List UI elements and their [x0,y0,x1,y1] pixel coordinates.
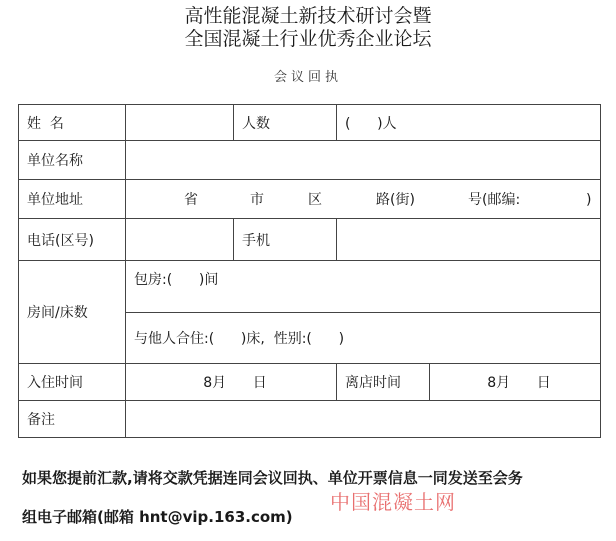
form-subtitle: 会议回执 [273,70,342,85]
checkin-label: 入住时间 [19,364,126,401]
name-input-cell[interactable] [126,105,234,141]
address-number: 号(邮编: [468,192,521,208]
row-address [19,180,601,219]
address-district: 区 [308,192,322,208]
address-province: 省 [184,192,198,208]
mobile-label: 手机 [234,219,337,261]
company-label: 单位名称 [19,141,126,180]
count-value[interactable]: ( )人 [337,105,601,141]
form-title-line1: 高性能混凝土新技术研讨会暨 [184,5,432,27]
phone-label: 电话(区号) [19,219,126,261]
company-input-cell[interactable] [126,141,601,180]
address-input-cell[interactable] [126,180,601,219]
checkout-value[interactable]: 8月 日 [430,364,601,401]
row-company [19,141,601,180]
watermark-logo-text: 中国混凝土网 [330,490,456,514]
count-label: 人数 [234,105,337,141]
checkin-value[interactable]: 8月 日 [126,364,337,401]
address-road: 路(街) [376,192,415,208]
name-label: 姓 名 [19,105,126,141]
address-city: 市 [250,192,264,208]
phone-input-cell[interactable] [126,219,234,261]
shared-room-cell[interactable]: 与他人合住:( )床, 性别:( ) [126,313,601,364]
mobile-input-cell[interactable] [337,219,601,261]
row-dates [19,364,601,401]
private-room-cell[interactable]: 包房:( )间 [126,261,601,313]
notes-label: 备注 [19,401,126,438]
address-close: ) [586,192,592,208]
address-label: 单位地址 [19,180,126,219]
notes-input-cell[interactable] [126,401,601,438]
payment-note-line1: 如果您提前汇款,请将交款凭据连同会议回执、单位开票信息一同发送至会务 [22,469,523,487]
row-name [19,105,601,141]
registration-form-table [18,104,601,438]
form-title-line2: 全国混凝土行业优秀企业论坛 [184,28,432,50]
row-room-private [19,261,601,313]
row-notes [19,401,601,438]
checkout-label: 离店时间 [337,364,430,401]
row-phone [19,219,601,261]
payment-note-line2: 组电子邮箱(邮箱 hnt@vip.163.com) [22,508,293,526]
room-label: 房间/床数 [19,261,126,364]
